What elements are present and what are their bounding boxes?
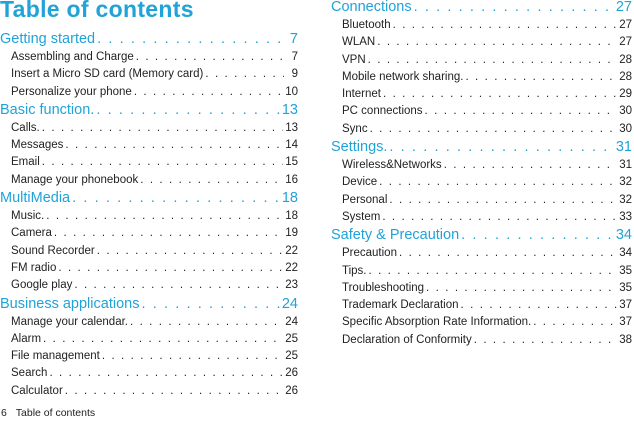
toc-entry[interactable] [331, 103, 632, 120]
toc-entry-label: Google play [11, 279, 73, 292]
toc-leader-dots [97, 243, 283, 260]
toc-section [331, 138, 632, 226]
toc-leader-dots [58, 260, 283, 277]
toc-entry-label: Camera [11, 227, 52, 240]
toc-leader-dots [369, 263, 618, 280]
toc-entry-page: 18 [285, 210, 298, 223]
toc-left-column [0, 30, 298, 400]
toc-leader-dots [461, 226, 614, 245]
toc-leader-dots [533, 314, 617, 331]
toc-entry-page: 32 [619, 193, 632, 206]
toc-entry-label: WLAN [342, 36, 376, 49]
toc-entry-label: PC connections [342, 105, 423, 118]
toc-entry[interactable] [0, 154, 298, 171]
toc-entry-label: Calls. [11, 121, 40, 134]
toc-entry-page: 31 [619, 159, 632, 172]
toc-entry[interactable] [0, 225, 298, 242]
toc-entry-page: 28 [619, 53, 632, 66]
toc-leader-dots [65, 383, 283, 400]
toc-entry[interactable] [331, 209, 632, 226]
toc-leader-dots [389, 192, 617, 209]
toc-leader-dots [461, 297, 618, 314]
toc-entry-label: Alarm [11, 332, 42, 345]
toc-entry-label: VPN [342, 53, 366, 66]
toc-leader-dots [389, 138, 613, 157]
toc-entry-label: FM radio [11, 261, 57, 274]
footer-label: Table of contents [15, 407, 96, 419]
toc-entry[interactable] [0, 137, 298, 154]
toc-leader-dots [43, 331, 283, 348]
footer-page-number: 6 [1, 407, 7, 419]
toc-entry[interactable] [0, 314, 298, 331]
toc-leader-dots [74, 277, 283, 294]
toc-entry-label: Specific Absorption Rate Information. [342, 316, 532, 329]
toc-entry[interactable] [331, 121, 632, 138]
toc-entry-page: 35 [619, 281, 632, 294]
toc-entry-label: System [342, 210, 381, 223]
toc-section-title: Safety & Precaution [331, 227, 460, 244]
toc-entry-page: 37 [619, 316, 632, 329]
toc-entry-label: Wireless&Networks [342, 159, 442, 172]
toc-entry[interactable] [331, 245, 632, 262]
toc-section [331, 0, 632, 138]
toc-section-title: Getting started [0, 31, 96, 47]
toc-leader-dots [444, 157, 618, 174]
toc-section-heading[interactable] [331, 0, 632, 17]
toc-leader-dots [425, 103, 618, 120]
toc-entry[interactable] [0, 66, 298, 83]
toc-entry[interactable] [0, 172, 298, 189]
toc-leader-dots [399, 245, 617, 262]
toc-leader-dots [368, 52, 618, 69]
toc-entry-page: 15 [285, 156, 298, 169]
toc-entry-label: Declaration of Conformity [342, 333, 472, 346]
toc-entry-page: 22 [285, 244, 298, 257]
toc-entry-page: 37 [619, 299, 632, 312]
toc-entry[interactable] [0, 243, 298, 260]
toc-entry-page: 38 [619, 333, 632, 346]
toc-entry-page: 14 [285, 139, 298, 152]
page-footer [1, 407, 95, 419]
toc-entry-page: 24 [285, 315, 298, 328]
toc-leader-dots [54, 225, 283, 242]
toc-leader-dots [205, 66, 284, 83]
toc-entry[interactable] [331, 157, 632, 174]
toc-entry-label: File management [11, 350, 100, 363]
toc-leader-dots [72, 189, 280, 208]
toc-leader-dots [136, 49, 284, 66]
toc-entry-page: 13 [285, 121, 298, 134]
toc-entry-label: Calculator [11, 384, 63, 397]
toc-leader-dots [102, 348, 283, 365]
toc-entry[interactable] [0, 120, 298, 137]
toc-entry-page: 19 [285, 227, 298, 240]
toc-entry-label: Internet [342, 88, 381, 101]
toc-entry-page: 25 [285, 350, 298, 363]
toc-entry[interactable] [0, 277, 298, 294]
toc-entry[interactable] [0, 49, 298, 66]
toc-leader-dots [42, 120, 283, 137]
toc-entry-label: Messages [11, 139, 64, 152]
toc-leader-dots [393, 17, 618, 34]
toc-entry-label: Email [11, 156, 40, 169]
toc-entry-page: 25 [285, 332, 298, 345]
toc-entry[interactable] [0, 348, 298, 365]
toc-entry[interactable] [331, 69, 632, 86]
toc-entry-page: 33 [619, 210, 632, 223]
toc-entry-label: Precaution [342, 247, 397, 260]
toc-entry-page: 30 [619, 122, 632, 135]
toc-entry[interactable] [0, 208, 298, 225]
toc-entry[interactable] [331, 86, 632, 103]
toc-entry-label: Personal [342, 193, 388, 206]
toc-section-page: 31 [615, 139, 632, 156]
toc-entry-label: Trademark Declaration [342, 299, 459, 312]
toc-entry[interactable] [331, 314, 632, 331]
toc-leader-dots [65, 137, 283, 154]
toc-entry-label: Music. [11, 210, 45, 223]
toc-section-heading[interactable] [331, 226, 632, 245]
toc-entry-label: Manage your phonebook [11, 173, 139, 186]
toc-entry-label: Device [342, 176, 378, 189]
toc-section-title: Basic function. [0, 101, 95, 118]
toc-section-heading[interactable] [331, 138, 632, 157]
toc-leader-dots [141, 295, 279, 314]
toc-leader-dots [414, 0, 614, 17]
toc-right-column [331, 0, 632, 349]
toc-leader-dots [370, 121, 618, 138]
page-title: Table of contents [0, 0, 194, 22]
toc-entry-page: 28 [619, 70, 632, 83]
toc-entry-page: 29 [619, 88, 632, 101]
toc-leader-dots [140, 172, 283, 189]
toc-section-title: Settings. [331, 139, 388, 156]
toc-entry-page: 35 [619, 264, 632, 277]
toc-leader-dots [97, 30, 284, 49]
toc-section-page: 34 [615, 227, 632, 244]
toc-leader-dots [96, 101, 280, 120]
toc-entry-label: Manage your calendar. [11, 315, 128, 328]
toc-section [331, 226, 632, 349]
toc-section [0, 295, 298, 400]
toc-entry[interactable] [0, 84, 298, 101]
toc-leader-dots [379, 174, 617, 191]
toc-entry-page: 10 [285, 85, 298, 98]
toc-entry[interactable] [331, 332, 632, 349]
toc-leader-dots [130, 314, 283, 331]
toc-entry-page: 27 [619, 19, 632, 31]
toc-entry-page: 30 [619, 105, 632, 118]
toc-section-page: 27 [615, 0, 632, 15]
toc-section-title: Connections [331, 0, 412, 15]
toc-leader-dots [42, 154, 283, 171]
toc-leader-dots [46, 208, 283, 225]
toc-entry[interactable] [331, 17, 632, 34]
toc-entry[interactable] [331, 174, 632, 191]
toc-entry[interactable] [0, 365, 298, 382]
toc-leader-dots [382, 209, 617, 226]
toc-section-page: 7 [289, 31, 298, 47]
toc-leader-dots [134, 84, 283, 101]
toc-entry-page: 7 [291, 51, 298, 63]
toc-leader-dots [474, 332, 617, 349]
toc-leader-dots [465, 69, 617, 86]
toc-section-page: 24 [281, 295, 298, 312]
toc-entry[interactable] [0, 260, 298, 277]
toc-entry[interactable] [331, 52, 632, 69]
toc-entry-page: 27 [619, 36, 632, 49]
toc-section-page: 18 [281, 190, 298, 207]
toc-entry-page: 23 [285, 279, 298, 292]
toc-entry-page: 26 [285, 384, 298, 397]
toc-entry[interactable] [331, 34, 632, 51]
toc-section-heading[interactable] [0, 101, 298, 120]
toc-entry[interactable] [0, 383, 298, 400]
toc-entry-page: 9 [291, 68, 298, 81]
toc-entry-page: 26 [285, 367, 298, 380]
toc-section-title: MultiMedia [0, 190, 71, 207]
toc-section-title: Business applications [0, 295, 140, 312]
toc-entry-label: Sound Recorder [11, 244, 95, 257]
toc-entry[interactable] [331, 263, 632, 280]
toc-leader-dots [49, 365, 283, 382]
toc-entry-page: 32 [619, 176, 632, 189]
toc-section [0, 189, 298, 294]
toc-entry[interactable] [331, 192, 632, 209]
toc-entry-page: 34 [619, 247, 632, 260]
toc-leader-dots [426, 280, 617, 297]
toc-section [0, 101, 298, 189]
toc-section-heading[interactable] [0, 30, 298, 49]
toc-section-heading[interactable] [0, 295, 298, 314]
toc-entry-label: Tips. [342, 264, 367, 277]
toc-section [0, 30, 298, 101]
toc-entry-label: Troubleshooting [342, 281, 425, 294]
toc-entry-label: Bluetooth [342, 19, 391, 31]
toc-entry-page: 16 [285, 173, 298, 186]
toc-entry-label: Assembling and Charge [11, 51, 134, 63]
toc-entry[interactable] [331, 297, 632, 314]
toc-entry[interactable] [0, 331, 298, 348]
toc-entry-label: Search [11, 367, 48, 380]
toc-entry[interactable] [331, 280, 632, 297]
toc-section-page: 13 [281, 101, 298, 118]
toc-entry-label: Sync [342, 122, 368, 135]
toc-entry-label: Insert a Micro SD card (Memory card) [11, 68, 204, 81]
toc-section-heading[interactable] [0, 189, 298, 208]
toc-entry-page: 22 [285, 261, 298, 274]
toc-entry-label: Mobile network sharing. [342, 70, 464, 83]
toc-entry-label: Personalize your phone [11, 85, 132, 98]
toc-leader-dots [383, 86, 617, 103]
toc-leader-dots [377, 34, 617, 51]
